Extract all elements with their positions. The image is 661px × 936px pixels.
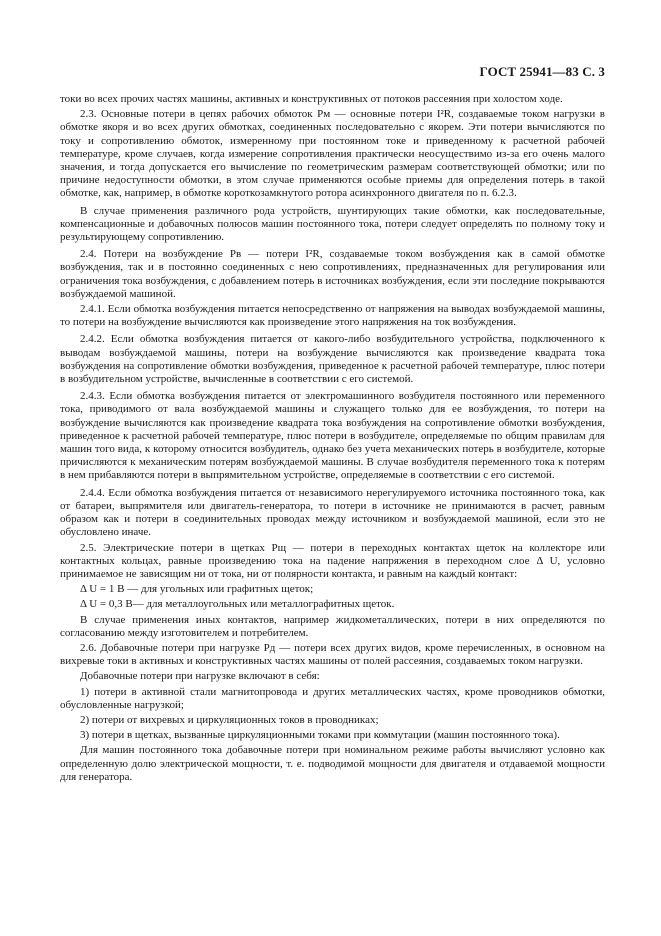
page-header: ГОСТ 25941—83 С. 3 [479,64,605,79]
document-body [60,93,605,784]
paragraph-2-3-note: В случае применения различного рода устройств, шунтирующих такие обмотки, как последовательные, компенсационные и добавочных полюсов машин постоянного тока, потери следует определять по полному току и результирующему сопротивлению. [60,204,605,244]
paragraph-2-4-3: 2.4.3. Если обмотка возбуждения питается от электромашинного возбудителя постоянного или переменного тока, приводимого от вала возбуждаемой машины и служащего только для ее возбуждения, то потери на возбуждение вычисляются как произведение квадрата тока возбуждения на сопротивление обмотки возбуждения, приведенное к расчетной рабочей температуре, плюс потери в возбудителе, определяемые по общим правилам для машин того вида, к которому относится возбудитель, однако без учета механических потерь в возбудителе, которые причисляются к механическим потерям возбуждаемой машины. В случае возбудителя переменного тока к потерям в нем прибавляются потери в выпрямительном устройстве, определяемые в соответствии с его системой. [60,390,605,482]
formula-carbon-brushes: Δ U = 1 В — для угольных или графитных щеток; [80,583,314,596]
paragraph-other-contacts: В случае применения иных контактов, например жидкометаллических, потери в них определяются по согласованию между изготовителем и потребителем. [60,613,605,639]
paragraph-2-4-1: 2.4.1. Если обмотка возбуждения питается непосредственно от напряжения на выводах возбуждаемой машины, то потери на возбуждение вычисляются как произведение этого напряжения на ток возбуждения. [60,303,605,329]
paragraph-2-3: 2.3. Основные потери в цепях рабочих обмоток Pм — основные потери I²R, создаваемые током нагрузки в обмотке якоря и во всех других обмотках, соединенных последовательно с якорем. Эти потери вычисляются по току и сопротивлению обмоток, измеренному при постоянном токе и приведенному к расчетной рабочей температуре, кроме случаев, когда измерение сопротивления практически неосуществимо из-за его очень малого значения, и тогда допускается его вычисление по геометрическим размерам соответствующей обмотки; или по причине недоступности обмотки, в этом случае применяются особые приемы для определения потерь в такой обмотке, как, например, в обмотке короткозамкнутого ротора асинхронного двигателя по п. 6.2.3. [60,108,605,200]
paragraph-continuation: токи во всех прочих частях машины, активных и конструктивных от потоков рассеяния при холостом ходе. [60,93,563,105]
paragraph-dc-machines: Для машин постоянного тока добавочные потери при номинальном режиме работы вычисляют условно как определенную долю электрической мощности, т. е. подводимой мощности для двигателя и отдаваемой мощности для генератора. [60,744,605,783]
document-page [60,0,605,936]
list-item-3: 3) потери в щетках, вызванные циркуляционными токами при коммутации (машин постоянного тока). [80,729,560,742]
paragraph-2-4-4: 2.4.4. Если обмотка возбуждения питается от независимого нерегулируемого источника постоянного тока, как от батареи, выпрямителя или двигатель-генератора, то потери в источнике не принимаются в расчет, равным образом как и потери в соединительных проводах между источником и возбуждаемой машиной, если это не обусловлено иначе. [60,486,605,539]
list-item-1: 1) потери в активной стали магнитопровода и других металлических частях, кроме проводников обмотки, обусловленные нагрузкой; [60,685,605,711]
paragraph-2-5: 2.5. Электрические потери в щетках Pщ — потери в переходных контактах щеток на коллекторе или контактных кольцах, равные произведению тока на падение напряжения в переходном слое Δ U, условно принимаемое не зависящим ни от тока, ни от полярности контакта, и равным на каждый контакт: [60,541,605,580]
formula-metal-brushes: Δ U = 0,3 В— для металлоугольных или металлографитных щеток. [80,598,395,611]
paragraph-2-4: 2.4. Потери на возбуждение Pв — потери I²R, создаваемые током возбуждения как в самой обмотке возбуждения, так и в постоянно соединенных с нею сопротивлениях, предназначенных для регулирования или ограничения тока возбуждения, с добавлением потерь в источниках возбуждения, если эти последние покрываются возбуждаемой машиной. [60,248,605,300]
paragraph-2-4-2: 2.4.2. Если обмотка возбуждения питается от какого-либо возбудительного устройства, подключенного к выводам возбуждаемой машины, потери на возбуждение вычисляются как произведение квадрата тока возбуждения на сопротивление обмотки возбуждения, приведенное к расчетной рабочей температуре, плюс потери в возбудительном устройстве, вычисленные в соответствии с его системой. [60,333,605,386]
paragraph-2-6: 2.6. Добавочные потери при нагрузке Pд — потери всех других видов, кроме перечисленных, в основном на вихревые токи в активных и конструктивных частях машины от полей рассеяния, создаваемых током нагрузки. [60,641,605,668]
list-item-2: 2) потери от вихревых и циркуляционных токов в проводниках; [80,713,379,726]
paragraph-additional-losses-intro: Добавочные потери при нагрузке включают в себя: [80,670,320,683]
